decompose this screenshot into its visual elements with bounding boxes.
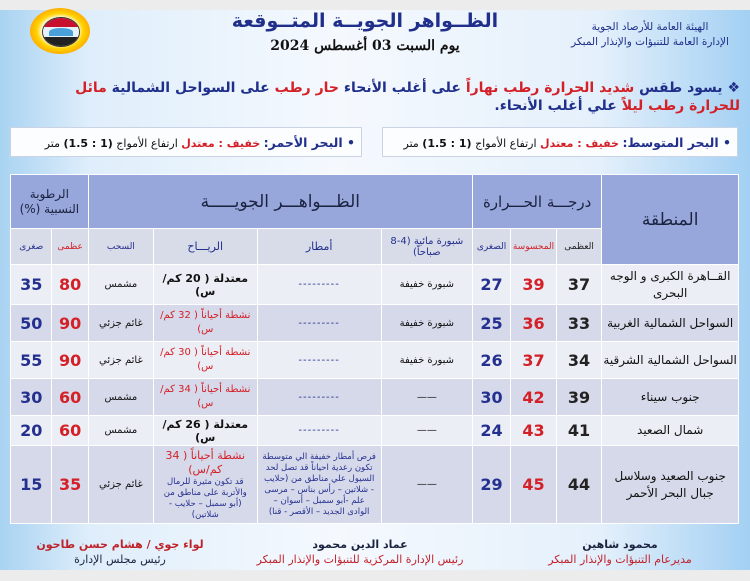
bottom-border (0, 570, 750, 581)
humidity-max: 90 (52, 342, 88, 379)
max-temp: 33 (556, 305, 602, 342)
header-temperature: درجـــة الحـــرارة (472, 175, 601, 229)
feels-like-temp: 36 (511, 305, 557, 342)
header-min-temp: الصغرى (472, 229, 510, 265)
max-temp: 37 (556, 265, 602, 305)
min-temp: 25 (472, 305, 510, 342)
clouds: مشمس (88, 379, 153, 416)
table-row (11, 265, 739, 305)
min-temp: 26 (472, 342, 510, 379)
header-rain: أمطار (257, 229, 381, 265)
table-row (11, 416, 739, 446)
weather-summary: ❖ يسود طقس شديد الحرارة رطب نهاراً على أغلب الأنحاء حار رطب على السواحل الشمالية مائل للحرارة رطب ليلاً علي أغلب الأنحاء. (75, 80, 740, 114)
page-title: الظــواهر الجويــة المتــوقعة (231, 10, 499, 32)
fog: —— (381, 416, 472, 446)
wind: نشطة أحياناً ( 32 كم/س) (153, 305, 257, 342)
header-feels-like: المحسوسة (511, 229, 557, 265)
rain: --------- (257, 416, 381, 446)
org-name: الهيئة العامة للأرصاد الجوية (591, 21, 709, 33)
rain: فرص أمطار خفيفة الي متوسطة تكون رعدية احياناً قد تصل لحد السيول علي مناطق من (حلايب - شلاتين – رأس بناس – مرسى علم -أبو سمبل – أسوان – الوادى الجديد – الأقصر - قنا) (257, 446, 381, 524)
humidity-min: 30 (11, 379, 52, 416)
humidity-max: 35 (52, 446, 88, 524)
region-name: السواحل الشمالية الشرقية (602, 342, 739, 379)
clouds: غائم جزئي (88, 342, 153, 379)
wind: نشطة أحياناً ( 34 كم/س) (165, 448, 246, 476)
ema-logo-icon (30, 8, 90, 54)
table-row (11, 379, 739, 416)
max-temp: 39 (556, 379, 602, 416)
min-temp: 30 (472, 379, 510, 416)
humidity-max: 90 (52, 305, 88, 342)
clouds: مشمس (88, 265, 153, 305)
rain: --------- (257, 265, 381, 305)
humidity-min: 20 (11, 416, 52, 446)
wind-note: قد تكون مثيرة للرمال والأتربة على مناطق من (أبو سمبل – حلايب - شلاتين) (163, 476, 247, 520)
humidity-max: 60 (52, 379, 88, 416)
feels-like-temp: 39 (511, 265, 557, 305)
region-name: شمال الصعيد (602, 416, 739, 446)
bullet-icon: ❖ (727, 80, 740, 96)
header-humidity-min: صغرى (11, 229, 52, 265)
header-max-temp: العظمى (556, 229, 602, 265)
humidity-min: 50 (11, 305, 52, 342)
region-name: جنوب الصعيد وسلاسل جبال البحر الأحمر (602, 446, 739, 524)
fog: —— (381, 379, 472, 416)
rain: --------- (257, 342, 381, 379)
humidity-min: 35 (11, 265, 52, 305)
min-temp: 24 (472, 416, 510, 446)
region-name: جنوب سيناء (602, 379, 739, 416)
feels-like-temp: 37 (511, 342, 557, 379)
header-humidity-max: عظمى (52, 229, 88, 265)
wind: معتدلة ( 20 كم/س) (153, 265, 257, 305)
header-clouds: السحب (88, 229, 153, 265)
top-border (0, 0, 750, 10)
humidity-min: 15 (11, 446, 52, 524)
header-region: المنطقة (602, 175, 739, 265)
wind: نشطة أحياناً ( 30 كم/س) (153, 342, 257, 379)
table-row (11, 342, 739, 379)
rain: --------- (257, 305, 381, 342)
signature-forecast-director: محمود شاهين مديرعام التنبؤات والإنذار المبكر (548, 538, 692, 566)
org-department: الإدارة العامة للتنبؤات والإنذار المبكر (571, 36, 729, 48)
signature-chairman: لواء جوي / هشام حسن طاحون رئيس مجلس الإدارة (36, 538, 204, 566)
humidity-max: 80 (52, 265, 88, 305)
wind: نشطة أحياناً ( 34 كم/س) (153, 379, 257, 416)
clouds: غائم جزئي (88, 305, 153, 342)
region-name: السواحل الشمالية الغربية (602, 305, 739, 342)
min-temp: 29 (472, 446, 510, 524)
clouds: مشمس (88, 416, 153, 446)
fog: شبورة خفيفة (381, 305, 472, 342)
header-humidity: الرطوبة النسبية (%) (11, 175, 89, 229)
fog: شبورة خفيفة (381, 342, 472, 379)
feels-like-temp: 42 (511, 379, 557, 416)
header-fog: شبورة مائية (4-8 صباحاً) (381, 229, 472, 265)
max-temp: 41 (556, 416, 602, 446)
header-phenomena: الظـــواهـــر الجويـــــة (88, 175, 472, 229)
table-row (11, 446, 739, 524)
min-temp: 27 (472, 265, 510, 305)
feels-like-temp: 43 (511, 416, 557, 446)
fog: شبورة خفيفة (381, 265, 472, 305)
wind: معتدلة ( 26 كم/س) (153, 416, 257, 446)
forecast-date: يوم السبت 03 أغسطس 2024 (270, 38, 460, 54)
table-row (11, 305, 739, 342)
feels-like-temp: 45 (511, 446, 557, 524)
clouds: غائم جزئي (88, 446, 153, 524)
max-temp: 34 (556, 342, 602, 379)
max-temp: 44 (556, 446, 602, 524)
sea-mediterranean: • البحر المتوسط: خفيف : معتدل ارتفاع الأمواج (1 : 1.5) متر (382, 127, 738, 157)
wind-cell (153, 446, 257, 524)
organization (560, 20, 740, 50)
rain: --------- (257, 379, 381, 416)
signature-central-director: عماد الدين محمود رئيس الإدارة المركزية للتنبؤات والإنذار المبكر (256, 538, 464, 566)
header-wind: الريـــاح (153, 229, 257, 265)
region-name: القــاهرة الكبرى و الوجه البحرى (602, 265, 739, 305)
sea-red-sea: • البحر الأحمر: خفيف : معتدل ارتفاع الأمواج (1 : 1.5) متر (10, 127, 362, 157)
fog: —— (381, 446, 472, 524)
forecast-table (10, 174, 739, 524)
humidity-max: 60 (52, 416, 88, 446)
humidity-min: 55 (11, 342, 52, 379)
